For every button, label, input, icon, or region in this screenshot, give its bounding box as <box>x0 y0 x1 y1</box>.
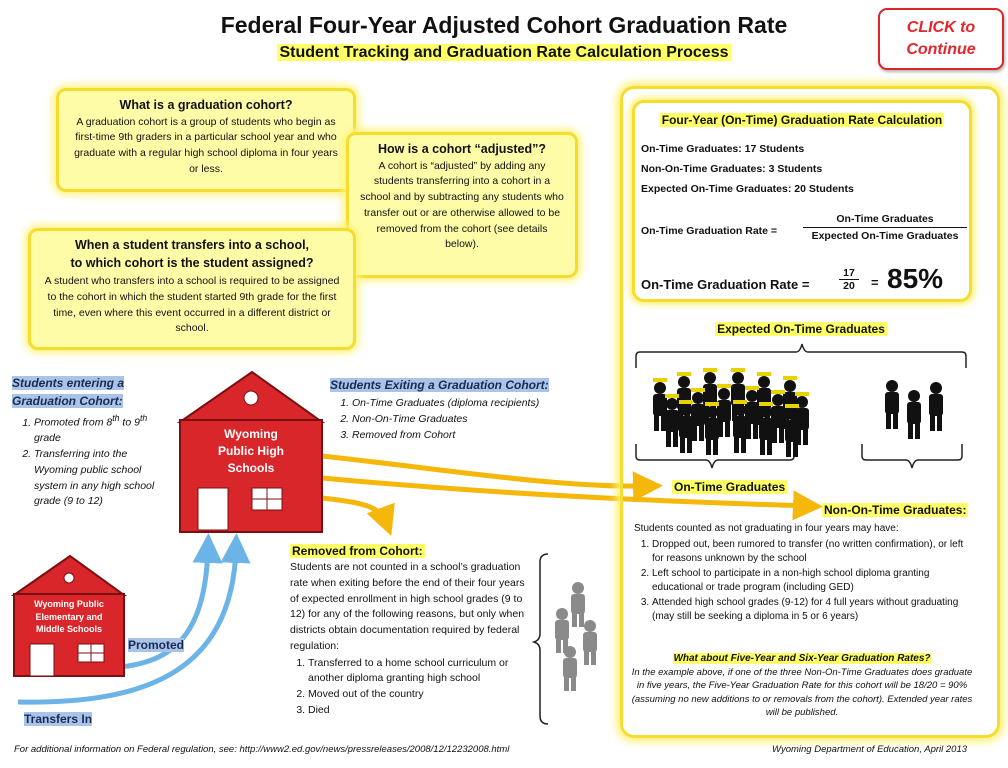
formula-numerator: On-Time Graduates <box>803 213 967 228</box>
adjusted-heading: How is a cohort “adjusted”? <box>377 142 547 156</box>
click-to-continue-button[interactable]: CLICK to Continue <box>878 8 1004 70</box>
extended-heading: What about Five-Year and Six-Year Graduation Rates? <box>673 653 931 664</box>
on-time-count: On-Time Graduates: 17 Students <box>641 143 805 155</box>
page-title: Federal Four-Year Adjusted Cohort Graduation Rate <box>220 12 788 38</box>
removed-item: 1. Transferred to a home school curriculum or another diploma granting high school <box>308 656 534 688</box>
expected-graduates-label: Expected On-Time Graduates <box>717 322 885 336</box>
footer-reference: For additional information on Federal regulation, see: http://www2.ed.gov/news/pressreleases/2008/12/12232008.html <box>14 744 510 755</box>
expected-count: Expected On-Time Graduates: 20 Students <box>641 183 854 195</box>
removed-brace <box>534 554 548 724</box>
formula-denominator: Expected On-Time Graduates <box>811 230 959 242</box>
adjusted-body: A cohort is “adjusted” by adding any students transferring into a cohort in a school and by subtracting any students who transfer out or are otherwise allowed to be removed from the cohort (see details below). <box>360 159 564 251</box>
extended-body: In the example above, if one of the three Non-On-Time Graduates does graduate in five years, the Five-Year Graduation Rate for this cohort will be 18/20 = 90% (assuming no new additions to or removals from the cohort). Extended year rates will be published. <box>631 667 973 718</box>
exiting-heading: Students Exiting a Graduation Cohort: <box>330 378 549 392</box>
rate-denominator: 20 <box>843 280 855 292</box>
rate-label: On-Time Graduation Rate = <box>641 277 810 292</box>
footer-credit: Wyoming Department of Education, April 2013 <box>772 744 968 755</box>
on-time-graduates-label: On-Time Graduates <box>674 480 786 494</box>
calculation-heading: Four-Year (On-Time) Graduation Rate Calculation <box>661 113 943 127</box>
calculation-box <box>632 100 972 302</box>
removed-students-figures <box>555 582 597 691</box>
entering-heading: Students entering a Graduation Cohort: <box>12 376 125 408</box>
exiting-item: 1. On-Time Graduates (diploma recipients) <box>352 396 590 412</box>
extended-rates-section <box>630 652 974 719</box>
transfer-heading: When a student transfers into a school, to which cohort is the student assigned? <box>70 238 314 270</box>
rate-equals: = <box>871 275 879 290</box>
elementary-school-label: Wyoming Public Elementary and Middle Schools <box>34 599 104 635</box>
non-on-time-graduates-label: Non-On-Time Graduates: <box>824 503 967 517</box>
non-on-time-item: 2. Left school to participate in a non-high school diploma granting educational or trade program (including GED) <box>652 567 970 596</box>
rate-numerator: 17 <box>839 267 859 280</box>
high-school-label: Wyoming Public High Schools <box>218 427 284 475</box>
removed-item: 3. Died <box>308 703 534 719</box>
exiting-item: 2. Non-On-Time Graduates <box>352 412 590 428</box>
non-on-time-section <box>634 522 970 625</box>
removed-item: 2. Moved out of the country <box>308 687 534 703</box>
removed-heading: Removed from Cohort: <box>292 544 423 558</box>
entering-item: 2. Transferring into the Wyoming public school system in any high school grade (9 to 12) <box>34 447 162 510</box>
cohort-body: A graduation cohort is a group of students who begin as first-time 9th graders in a particular school year and who graduate with a regular high school diploma in four years or less. <box>74 115 338 175</box>
non-on-time-item: 3. Attended high school grades (9-12) for 4 full years without graduating (may still be seeking a diploma in 5 or 6 years) <box>652 596 970 625</box>
removed-body: Students are not counted in a school’s graduation rate when exiting before the end of their four years of expected enrollment in high school grades (9 to 12) for any of the following reasons, but only when districts obtain documentation required by federal regulation: <box>290 561 525 652</box>
page-subtitle: Student Tracking and Graduation Rate Calculation Process <box>0 44 1008 62</box>
rate-value: 85% <box>887 263 944 294</box>
transfers-in-label: Transfers In <box>24 712 93 726</box>
non-on-time-item: 1. Dropped out, been rumored to transfer (no written confirmation), or left for reasons unknown by the school <box>652 538 970 567</box>
exiting-item: 3. Removed from Cohort <box>352 428 590 444</box>
formula-label: On-Time Graduation Rate = <box>641 225 778 237</box>
entering-item: 1. Promoted from 8th to 9th grade <box>34 412 162 447</box>
non-on-time-count: Non-On-Time Graduates: 3 Students <box>641 163 823 175</box>
promoted-label: Promoted <box>128 638 185 652</box>
transfer-body: A student who transfers into a school is required to be assigned to the cohort in which the student started 9th grade for the first time, even where this event occurred in a different district or school. <box>44 275 340 335</box>
cohort-heading: What is a graduation cohort? <box>119 98 293 112</box>
formula-fraction <box>803 213 967 242</box>
arrow-to-removed <box>322 498 386 522</box>
removed-section <box>290 542 534 719</box>
rate-fraction <box>839 267 859 292</box>
non-on-time-intro: Students counted as not graduating in four years may have: <box>634 523 899 534</box>
